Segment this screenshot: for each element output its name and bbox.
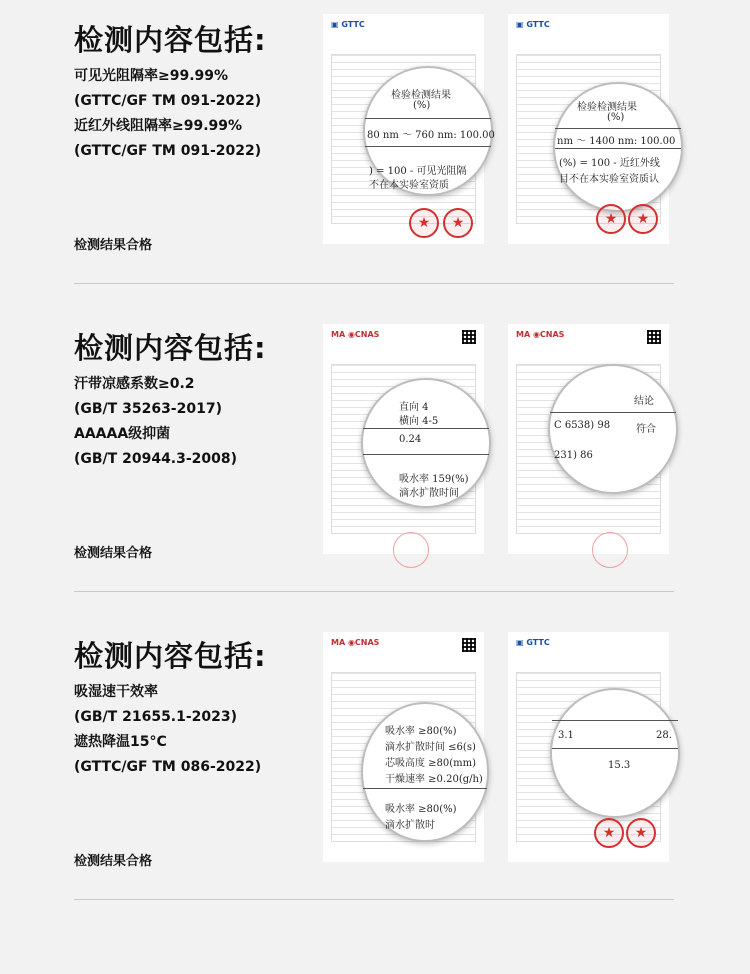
seal-stamp-icon: ★ — [594, 818, 624, 848]
mag-text: 目不在本实验室资质认 — [559, 174, 659, 185]
report-document — [508, 632, 672, 862]
report-document — [323, 632, 484, 862]
gttc-logo-icon: ▣ GTTC — [516, 20, 550, 29]
report-document — [323, 324, 484, 554]
spec-line: AAAAA级抑菌 — [74, 426, 171, 442]
mag-text: 干燥速率 ≥0.20(g/h) — [385, 774, 483, 785]
spec-line: 汗带凉感系数≥0.2 — [74, 376, 195, 392]
qr-code-icon — [462, 330, 476, 344]
report-document — [323, 14, 495, 244]
mag-text: 80 nm ～ 760 nm: 100.00 — [367, 130, 495, 141]
result-text: 检测结果合格 — [74, 546, 153, 561]
magnifier-circle — [361, 702, 489, 842]
qr-code-icon — [462, 638, 476, 652]
mag-text: 吸水率 ≥80(%) — [385, 804, 457, 815]
mag-text: 芯吸高度 ≥80(mm) — [385, 758, 477, 769]
magnifier-circle — [548, 364, 678, 494]
section-divider — [74, 283, 674, 284]
report-section-2 — [0, 308, 750, 608]
mag-text: 结论 — [634, 396, 654, 407]
report-document — [508, 324, 669, 554]
result-text: 检测结果合格 — [74, 854, 153, 869]
spec-line: (GTTC/GF TM 086-2022) — [74, 759, 262, 775]
mag-text: (%) — [413, 100, 431, 111]
spec-line: 可见光阻隔率≥99.99% — [74, 68, 229, 84]
spec-line: 近红外线阻隔率≥99.99% — [74, 118, 243, 134]
spec-line: (GTTC/GF TM 091-2022) — [74, 93, 262, 109]
section-title: 检测内容包括: — [74, 23, 267, 57]
spec-line: (GB/T 20944.3-2008) — [74, 451, 238, 467]
mag-text: 横向 4-5 — [399, 416, 439, 427]
seal-stamp-icon: ★ — [628, 204, 658, 234]
mag-text: nm ～ 1400 nm: 100.00 — [557, 136, 676, 147]
spec-line: (GB/T 21655.1-2023) — [74, 709, 238, 725]
mag-text: (%) — [607, 112, 625, 123]
spec-line: 遮热降温15°C — [74, 734, 167, 750]
mag-text: 231) 86 — [554, 450, 593, 461]
section-divider — [74, 899, 674, 900]
spec-line: (GB/T 35263-2017) — [74, 401, 222, 417]
mag-text: 15.3 — [608, 760, 631, 771]
mag-text: (%) = 100 - 近红外线 — [559, 158, 660, 169]
mag-text: 0.24 — [399, 434, 422, 445]
magnifier-circle — [553, 82, 683, 212]
qr-code-icon — [647, 330, 661, 344]
report-section-3 — [0, 616, 750, 916]
mag-text: 滴水扩散时 — [385, 820, 435, 831]
report-document — [508, 14, 676, 244]
magnifier-circle — [363, 66, 493, 196]
gttc-logo-icon: ▣ GTTC — [331, 20, 365, 29]
mag-text: 吸水率 ≥80(%) — [385, 726, 457, 737]
magnifier-circle — [361, 378, 491, 508]
spec-line: 吸湿速干效率 — [74, 684, 158, 700]
mag-text: C 6538) 98 — [554, 420, 611, 431]
section-title: 检测内容包括: — [74, 331, 267, 365]
seal-stamp-icon: ★ — [443, 208, 473, 238]
mag-text: 符合 — [636, 424, 656, 435]
mag-text: 滴水扩散时间 — [399, 488, 459, 499]
seal-stamp-icon: ★ — [596, 204, 626, 234]
mag-text: 3.1 — [558, 730, 574, 741]
section-title: 检测内容包括: — [74, 639, 267, 673]
result-text: 检测结果合格 — [74, 238, 153, 253]
gttc-logo-icon: ▣ GTTC — [516, 638, 550, 647]
mag-text: 28. — [656, 730, 672, 741]
seal-stamp-icon — [592, 532, 628, 568]
mag-text: 检验检测结果 — [391, 90, 451, 101]
magnifier-circle — [550, 688, 680, 818]
mag-text: 滴水扩散时间 ≤6(s) — [385, 742, 476, 753]
mag-text: 直向 4 — [399, 402, 429, 413]
report-section-1 — [0, 0, 750, 300]
cma-logo-icon: MA ◉CNAS — [516, 330, 565, 339]
mag-text: 检验检测结果 — [577, 102, 637, 113]
cma-logo-icon: MA ◉CNAS — [331, 638, 380, 647]
spec-line: (GTTC/GF TM 091-2022) — [74, 143, 262, 159]
seal-stamp-icon: ★ — [409, 208, 439, 238]
mag-text: 吸水率 159(%) — [399, 474, 469, 485]
cma-logo-icon: MA ◉CNAS — [331, 330, 380, 339]
seal-stamp-icon: ★ — [626, 818, 656, 848]
mag-text: 不在本实验室资质 — [369, 180, 449, 191]
section-divider — [74, 591, 674, 592]
mag-text: ) = 100 - 可见光阻隔 — [369, 166, 467, 177]
seal-stamp-icon — [393, 532, 429, 568]
